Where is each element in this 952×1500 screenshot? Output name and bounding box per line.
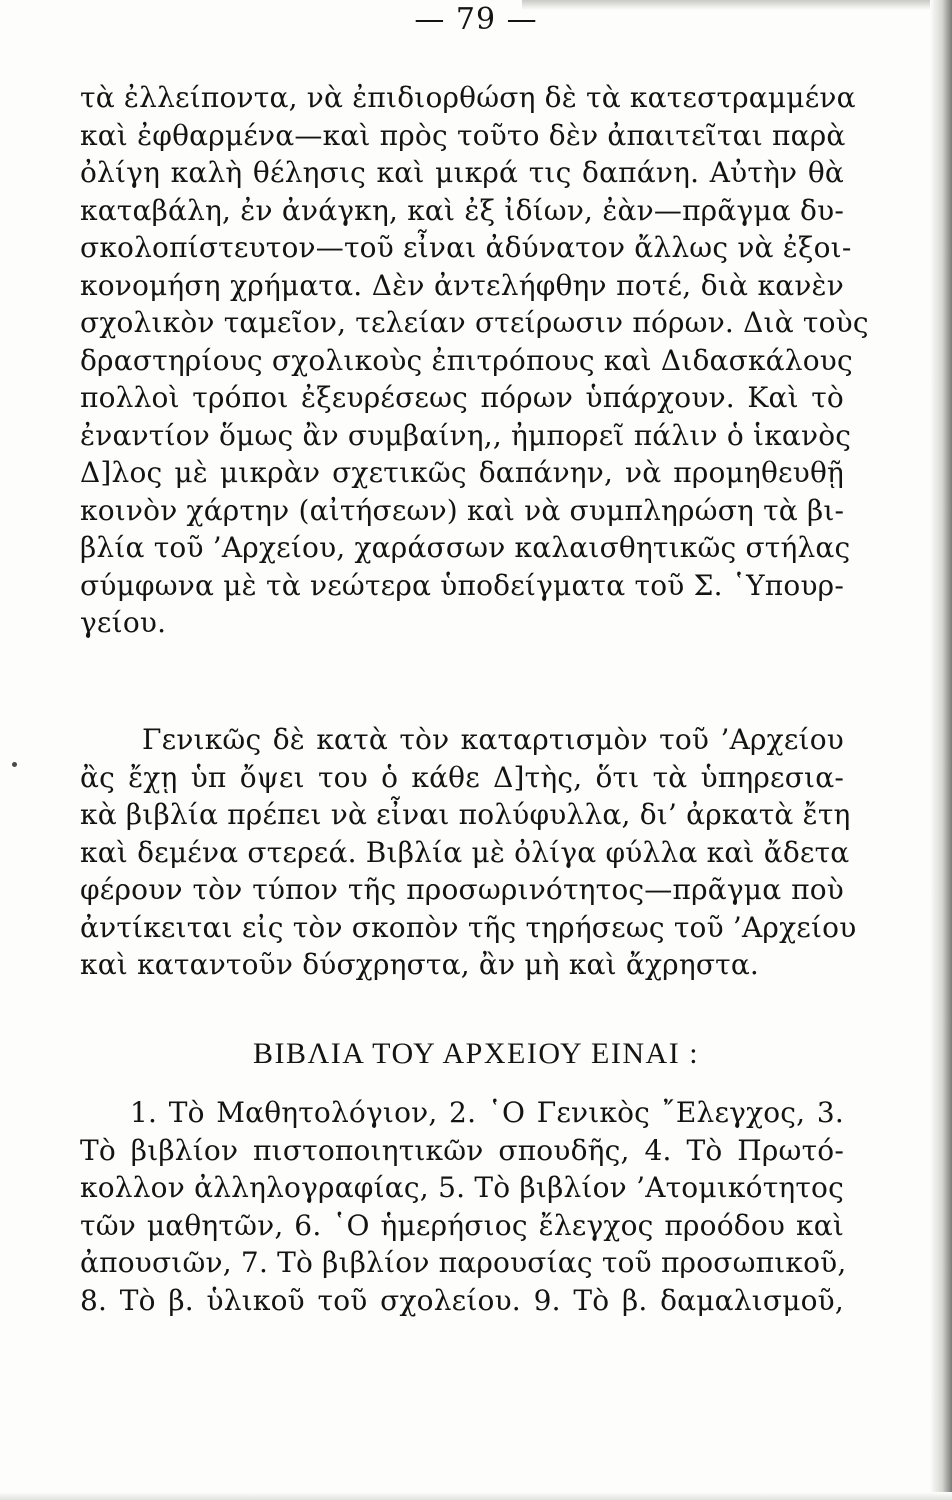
text-line: κοινὸν χάρτην (αἰτήσεων) καὶ νὰ συμπληρώση τὰ βι- bbox=[80, 493, 845, 527]
paragraph-1 bbox=[80, 79, 869, 642]
text-line: καὶ καταντοῦν δύσχρηστα, ἂν μὴ καὶ ἄχρηστα. bbox=[80, 948, 760, 981]
text-line: ἐναντίον ὅμως ἂν συμβαίνη,, ἠμπορεῖ πάλιν ὁ ἱκανὸς bbox=[80, 418, 852, 452]
text-line: σύμφωνα μὲ τὰ νεώτερα ὑποδείγματα τοῦ Σ. ῾Υπουρ- bbox=[80, 568, 844, 602]
text-line: σκολοπίστευτον—τοῦ εἶναι ἀδύνατον ἄλλως νὰ ἐξοι- bbox=[80, 231, 852, 264]
text-line: Τὸ βιβλίον πιστοποιητικῶν σπουδῆς, 4. Τὸ Πρωτό- bbox=[80, 1133, 844, 1167]
ink-speck bbox=[12, 762, 17, 767]
text-line: Δ]λος μὲ μικρὰν σχετικῶς δαπάνην, νὰ προμηθευθῇ bbox=[80, 456, 844, 489]
text-line: γείου. bbox=[80, 606, 167, 639]
text-line: καὶ ἐφθαρμένα—καὶ πρὸς τοῦτο δὲν ἀπαιτεῖται παρὰ bbox=[80, 118, 846, 152]
text-line: τῶν μαθητῶν, 6. ῾Ο ἡμερήσιος ἔλεγχος προόδου καὶ bbox=[80, 1208, 844, 1242]
text-line: κολλον ἀλληλογραφίας, 5. Τὸ βιβλίον ’Ατομικότητος bbox=[80, 1171, 844, 1204]
text-line: τὰ ἐλλείποντα, νὰ ἐπιδιορθώση δὲ τὰ κατεστραμμένα bbox=[80, 81, 856, 114]
text-line: ὀλίγη καλὴ θέλησις καὶ μικρά τις δαπάνη. Αὐτὴν θὰ bbox=[80, 156, 844, 189]
text-line: βλία τοῦ ’Αρχείου, χαράσσων καλαισθητικῶς στήλας bbox=[80, 531, 851, 564]
text-line: φέρουν τὸν τύπον τῆς προσωρινότητος—πρᾶγμα ποὺ bbox=[80, 873, 844, 906]
text-line: ἀπουσιῶν, 7. Τὸ βιβλίον παρουσίας τοῦ προσωπικοῦ, bbox=[80, 1246, 847, 1279]
text-line: σχολικὸν ταμεῖον, τελείαν στείρωσιν πόρων. Διὰ τοὺς bbox=[80, 306, 869, 339]
section-heading: ΒΙΒΛΙΑ ΤΟΥ ΑΡΧΕΙΟΥ ΕΙΝΑΙ : bbox=[252, 1037, 700, 1070]
page-bottom-shadow bbox=[0, 1492, 952, 1500]
text-line: ἂς ἔχῃ ὑπ ὄψει του ὁ κάθε Δ]τὴς, ὅτι τὰ ὑπηρεσια- bbox=[80, 760, 844, 794]
text-line: δραστηρίους σχολικοὺς ἐπιτρόπους καὶ Διδασκάλους bbox=[80, 343, 853, 377]
text-line: πολλοὶ τρόποι ἐξευρέσεως πόρων ὑπάρχουν. Καὶ τὸ bbox=[80, 381, 844, 414]
paragraph-2 bbox=[80, 721, 857, 984]
text-line: καταβάλη, ἐν ἀνάγκη, καὶ ἐξ ἰδίων, ἐὰν—πρᾶγμα δυ- bbox=[80, 193, 844, 227]
text-line: 8. Τὸ β. ὑλικοῦ τοῦ σχολείου. 9. Τὸ β. δαμαλισμοῦ, bbox=[80, 1283, 844, 1317]
text-line: κὰ βιβλία πρέπει νὰ εἶναι πολύφυλλα, δι’ ἀρκατὰ ἔτη bbox=[80, 798, 851, 831]
text-line: ἀντίκειται εἰς τὸν σκοπὸν τῆς τηρήσεως τοῦ ’Αρχείου bbox=[80, 910, 857, 944]
page-number: — 79 — bbox=[414, 2, 538, 37]
text-line: κονομήση χρήματα. Δὲν ἀντελήφθην ποτέ, διὰ κανὲν bbox=[80, 268, 844, 302]
text-line: καὶ δεμένα στερεά. Βιβλία μὲ ὀλίγα φύλλα καὶ ἄδετα bbox=[80, 835, 850, 869]
text-line: Γενικῶς δὲ κατὰ τὸν καταρτισμὸν τοῦ ’Αρχείου bbox=[142, 723, 844, 756]
page-right-shadow bbox=[930, 0, 952, 1500]
paragraph-3 bbox=[80, 1094, 847, 1319]
text-line: 1. Τὸ Μαθητολόγιον, 2. ῾Ο Γενικὸς ῎Ελεγχος, 3. bbox=[130, 1096, 844, 1129]
